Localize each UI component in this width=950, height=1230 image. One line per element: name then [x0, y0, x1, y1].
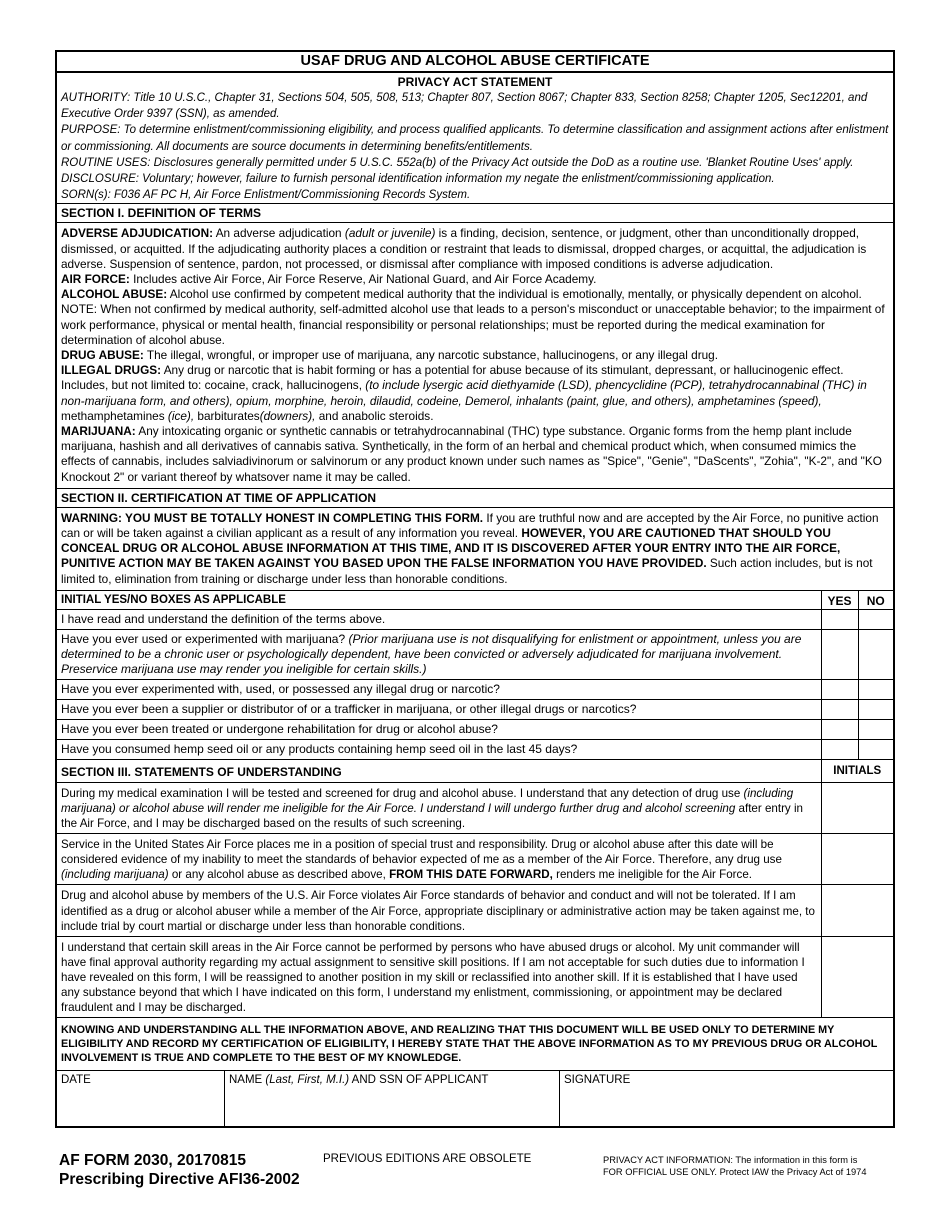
privacy-act-statement [57, 73, 893, 204]
signature-label: SIGNATURE [564, 1074, 631, 1087]
def-text: methamphetamines [61, 408, 168, 423]
privacy-act-footer [603, 1154, 867, 1178]
term-label: ALCOHOL ABUSE: [61, 287, 168, 302]
def-text: and anabolic steroids. [315, 408, 434, 423]
yes-column-header: YES [821, 591, 858, 610]
statement-text: after entry in the Air Force, and I may be discharged based on the results of such screening. [61, 801, 803, 831]
no-initial-box[interactable] [858, 699, 893, 719]
initials-box[interactable] [821, 834, 893, 885]
date-label: DATE [61, 1074, 91, 1087]
table-row [57, 782, 893, 833]
statement-1 [57, 782, 821, 833]
statement-3: Drug and alcohol abuse by members of the U.S. Air Force violates Air Force standards of behavior and conduct and will not be tolerated. If I am identified as a drug or alcohol abuser while a member of the Air Force, appropriate disciplinary or administrative action may be taken against me, to include trial by court martial or discharge under less than honorable conditions. [57, 885, 821, 936]
warning-text [57, 508, 893, 591]
privacy-footer-line: PRIVACY ACT INFORMATION: The information in this form is [603, 1155, 858, 1165]
initials-box[interactable] [821, 782, 893, 833]
privacy-routine-uses: ROUTINE USES: Disclosures generally permitted under 5 U.S.C. 552a(b) of the Privacy Act outside the DoD as a routine use. 'Blanket Routine Uses' apply. [61, 156, 854, 169]
warning-bold: HOWEVER, YOU ARE CAUTIONED THAT SHOULD YOU CONCEAL DRUG OR ALCOHOL ABUSE INFORMATION AT THIS TIME, AND IT IS DISCOVERED AFTER YOUR ENTRY INTO THE AIR FORCE, PUNITIVE ACTION MAY BE TAKEN AGAINST YOU BASED UPON THE FALSE INFORMATION YOU HAVE PROVIDED. [61, 526, 841, 571]
def-adverse-adjudication [61, 226, 889, 272]
section-1-heading: SECTION I. DEFINITION OF TERMS [57, 204, 893, 223]
question-text: Have you ever used or experimented with marijuana? [61, 631, 346, 646]
form-number [59, 1151, 300, 1189]
def-text: (to include lysergic acid diethyamide (LSD), phencyclidine (PCP), tetrahydrocannabinal (THC) in non-marijuana form, and others), opium, morphine, heroin, dilaudid, codeine, Demerol, inhalants (paint, glue, and others), amphetamines (speed), [61, 378, 867, 408]
statement-text: (including marijuana) or alcohol abuse will render me ineligible for the Air Force. I understand I will undergo further drug and alcohol screening [61, 786, 794, 815]
initials-box[interactable] [821, 885, 893, 936]
def-text: is a finding, decision, sentence, or judgment, other than unconditionally dropped, dismissed, or acquitted. If the adjudicating authority places a condition or restraint that leads to dismissal, dropped charges, or acquittal, the adjudication is adverse. Suspension of sentence, pardon, not processed, or dismissal after compliance with imposed conditions is adverse adjudication. [61, 226, 867, 271]
yes-initial-box[interactable] [821, 739, 858, 759]
initials-column-header: INITIALS [821, 760, 893, 783]
def-air-force [61, 272, 889, 287]
date-field[interactable] [57, 1071, 225, 1126]
table-header [57, 760, 893, 783]
def-text: Includes active Air Force, Air Force Reserve, Air National Guard, and Air Force Academy. [129, 272, 597, 287]
statement-text: During my medical examination I will be tested and screened for drug and alcohol abuse. I understand that any detection of drug use [61, 786, 744, 800]
table-row [57, 936, 893, 1017]
no-initial-box[interactable] [858, 719, 893, 739]
statement-text: (including marijuana) [61, 868, 169, 882]
def-marijuana [61, 424, 889, 485]
term-label: MARIJUANA: [61, 424, 136, 439]
def-alcohol-abuse [61, 287, 889, 348]
name-ssn-field[interactable] [225, 1071, 560, 1126]
yes-initial-box[interactable] [821, 679, 858, 699]
def-text: barbiturates [194, 408, 260, 423]
prescribing-directive: Prescribing Directive AFI36-2002 [59, 1171, 300, 1188]
question-4: Have you ever been a supplier or distributor of or a trafficker in marijuana, or other illegal drugs or narcotics? [57, 699, 821, 719]
def-drug-abuse [61, 348, 889, 363]
warning-normal: If you are truthful now and are accepted by the Air Force, no punitive action can or will be taken against a civilian applicant as a result of any information you reveal. [61, 510, 879, 541]
name-label: NAME [229, 1074, 266, 1087]
def-text: Any drug or narcotic that is habit forming or has a potential for abuse because of its stimulant, depressant, or hallucinogenic effect. Includes, but not limited to: cocaine, crack, hallucinogens, [61, 363, 844, 393]
term-label: ADVERSE ADJUDICATION: [61, 226, 214, 241]
yes-no-questions-table [57, 591, 893, 760]
table-row [57, 679, 893, 699]
no-initial-box[interactable] [858, 609, 893, 629]
warning-bold: WARNING: YOU MUST BE TOTALLY HONEST IN COMPLETING THIS FORM. [61, 510, 484, 525]
privacy-authority: AUTHORITY: Title 10 U.S.C., Chapter 31, Sections 504, 505, 508, 513; Chapter 807, Section 8067; Chapter 833, Section 8258; Chapter 1205, Sec12201, and Executive Order 9397 (SSN), as amended. [61, 92, 868, 121]
name-label: AND SSN OF APPLICANT [349, 1074, 489, 1087]
statement-2 [57, 834, 821, 885]
statement-text: renders me ineligible for the Air Force. [552, 868, 752, 882]
no-column-header: NO [858, 591, 893, 610]
question-1: I have read and understand the definition of the terms above. [57, 609, 821, 629]
table-row [57, 885, 893, 936]
term-label: AIR FORCE: [61, 272, 130, 287]
section-2-heading: SECTION II. CERTIFICATION AT TIME OF APPLICATION [57, 489, 893, 508]
question-note: (Prior marijuana use is not disqualifying for enlistment or appointment, unless you are determined to be a chronic user or psychologically dependent, have been convicted or adversely adjudicated for marijuana involvement. Preservice marijuana use may render you ineligible for certain skills.) [61, 631, 802, 676]
question-5: Have you ever been treated or undergone rehabilitation for drug or alcohol abuse? [57, 719, 821, 739]
obsolete-notice: PREVIOUS EDITIONS ARE OBSOLETE [323, 1153, 532, 1165]
def-text: (adult or juvenile) [344, 226, 436, 241]
no-initial-box[interactable] [858, 739, 893, 759]
yes-initial-box[interactable] [821, 719, 858, 739]
initials-box[interactable] [821, 936, 893, 1017]
final-certification: KNOWING AND UNDERSTANDING ALL THE INFORMATION ABOVE, AND REALIZING THAT THIS DOCUMENT WILL BE USED ONLY TO DETERMINE MY ELIGIBILITY AND RECORD MY CERTIFICATION OF ELIGIBILITY, I HEREBY STATE THAT THE ABOVE INFORMATION AS TO MY PREVIOUS DRUG OR ALCOHOL INVOLVEMENT IS TRUE AND COMPLETE TO THE BEST OF MY KNOWLEDGE. [57, 1018, 893, 1071]
form-footer [55, 1150, 895, 1190]
drug-alcohol-certificate-form [55, 50, 895, 1128]
form-title: USAF DRUG AND ALCOHOL ABUSE CERTIFICATE [57, 52, 893, 73]
privacy-footer-line: FOR OFFICIAL USE ONLY. Protect IAW the Privacy Act of 1974 [603, 1167, 867, 1177]
signature-block [57, 1071, 893, 1128]
question-3: Have you ever experimented with, used, or possessed any illegal drug or narcotic? [57, 679, 821, 699]
table-row [57, 699, 893, 719]
term-label: DRUG ABUSE: [61, 348, 144, 363]
privacy-disclosure: DISCLOSURE: Voluntary; however, failure to furnish personal identification information my negate the enlistment/commissioning application. [61, 173, 775, 186]
name-label: (Last, First, M.I.) [265, 1074, 350, 1087]
table-row [57, 719, 893, 739]
privacy-heading: PRIVACY ACT STATEMENT [397, 75, 553, 89]
statement-4: I understand that certain skill areas in the Air Force cannot be performed by persons who have abused drugs or alcohol. My unit commander will have final approval authority regarding my actual assignment to sensitive skill positions. If I am not acceptable for such duties due to information I have revealed on this form, I will be reassigned to another position in my skill or reclassified into another skill. If it is established that I have used any substance beyond that which I have indicated on this form, I understand my enlistment, commissioning, or appointment may be declared fraudulent and I may be discharged. [57, 936, 821, 1017]
statement-text: Service in the United States Air Force places me in a position of special trust and responsibility. Drug or alcohol abuse after this date will be considered evidence of my inability to meet the standards of behavior expected of me as a member of the Air Force. Therefore, any drug use [61, 838, 782, 867]
instructions-label: INITIAL YES/NO BOXES AS APPLICABLE [57, 591, 821, 610]
table-header [57, 591, 893, 610]
statements-table [57, 760, 893, 1018]
yes-initial-box[interactable] [821, 699, 858, 719]
def-text: Alcohol use confirmed by competent medical authority that the individual is emotionally, mentally, or physically dependent on alcohol. NOTE: When not confirmed by medical authority, self-admitted alcohol use that leads to a person's misconduct or unacceptable behavior; to the impairment of work performance, physical or mental health, financial responsibility or personal relationships; must be reported during the medical examination for determination of alcohol abuse. [61, 287, 885, 347]
def-text: (ice), [167, 408, 195, 423]
yes-initial-box[interactable] [821, 609, 858, 629]
def-text: An adverse adjudication [213, 226, 345, 241]
signature-field[interactable] [560, 1071, 893, 1126]
table-row [57, 834, 893, 885]
table-row [57, 739, 893, 759]
table-row [57, 609, 893, 629]
question-6: Have you consumed hemp seed oil or any products containing hemp seed oil in the last 45 days? [57, 739, 821, 759]
privacy-sorn: SORN(s): F036 AF PC H, Air Force Enlistment/Commissioning Records System. [61, 189, 471, 202]
no-initial-box[interactable] [858, 679, 893, 699]
question-2 [57, 629, 821, 679]
def-text: The illegal, wrongful, or improper use of marijuana, any narcotic substance, hallucinogens, or any illegal drug. [143, 348, 719, 363]
form-id: AF FORM 2030, 20170815 [59, 1152, 246, 1169]
definitions [57, 223, 893, 488]
def-text: (downers), [259, 408, 316, 423]
privacy-purpose: PURPOSE: To determine enlistment/commissioning eligibility, and process qualified applicants. To determine classification and assignment actions after enlistment or commissioning. All documents are source documents in determining benefits/entitlements. [61, 124, 889, 153]
def-text: Any intoxicating organic or synthetic cannabis or tetrahydrocannabinal (THC) type substance. Organic forms from the hemp plant include marijuana, hashish and all derivatives of cannabis sativa. Synthetically, in the form of an herbal and chemical product which, when consumed mimics the effects of cannabis, includes salviadivinorum or salvinorum or any product known under such names as "Spice", "Genie", "DaScents", "Zohia", "K-2", and "KO Knockout 2" or variant thereof by whatsover name it may be called. [61, 424, 882, 484]
statement-text: FROM THIS DATE FORWARD, [389, 868, 553, 882]
table-row [57, 629, 893, 679]
warning-normal: Such action includes, but is not limited to, elimination from training or discharge under less than honorable conditions. [61, 556, 873, 586]
term-label: ILLEGAL DRUGS: [61, 363, 162, 378]
no-initial-box[interactable] [858, 629, 893, 679]
statement-text: or any alcohol abuse as described above, [168, 868, 390, 882]
section-3-heading: SECTION III. STATEMENTS OF UNDERSTANDING [57, 760, 821, 783]
yes-initial-box[interactable] [821, 629, 858, 679]
def-illegal-drugs [61, 363, 889, 424]
